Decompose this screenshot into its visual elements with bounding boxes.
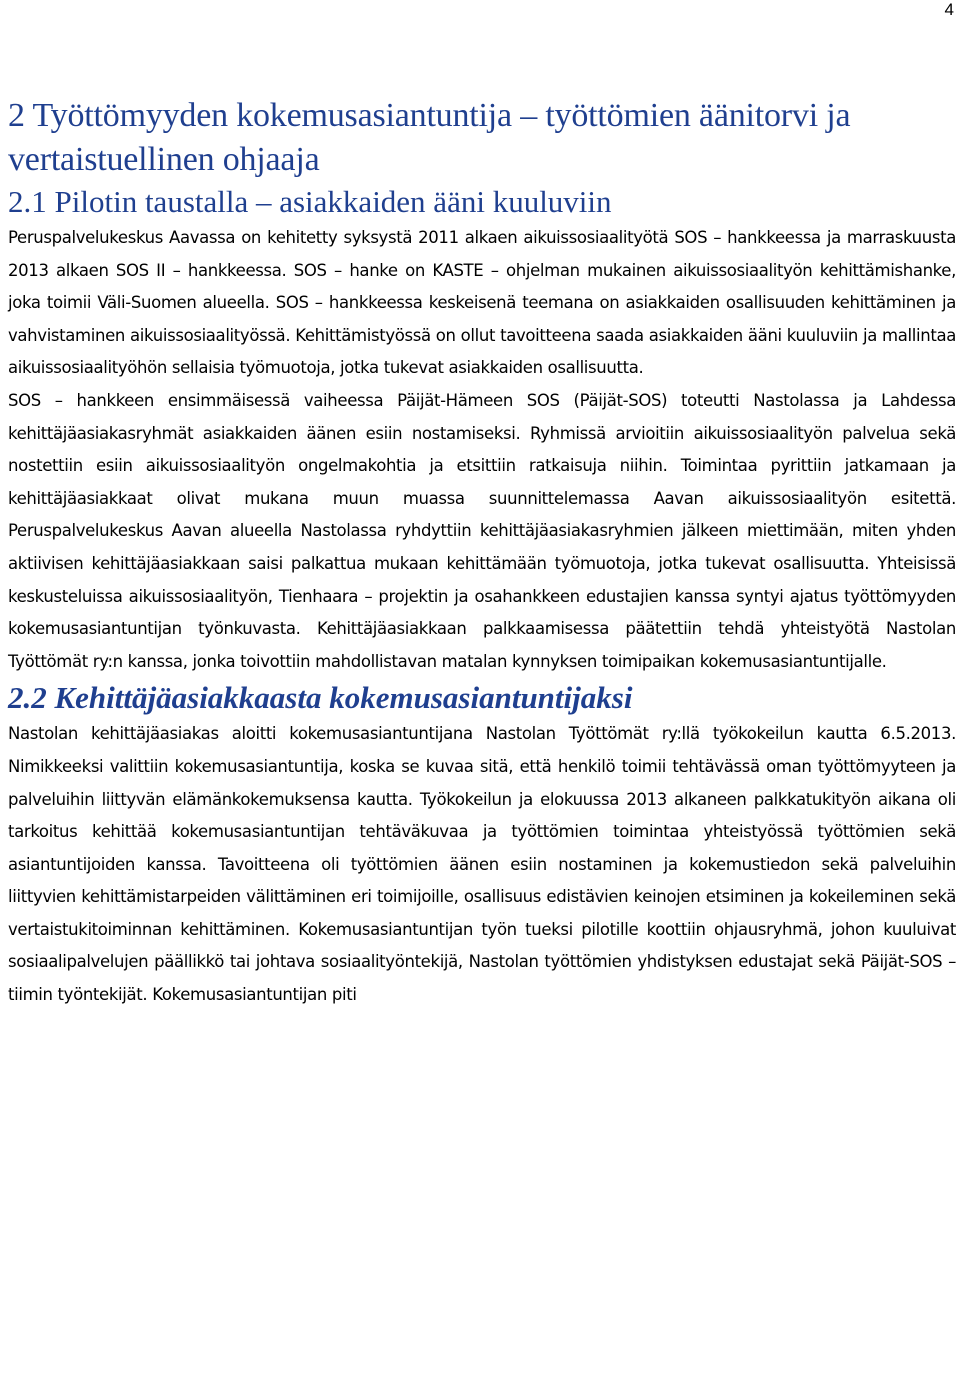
document-body xyxy=(8,94,956,1012)
page-number: 4 xyxy=(944,0,954,19)
section-heading-2-2: 2.2 Kehittäjäasiakkaasta kokemusasiantuntijaksi xyxy=(8,680,633,716)
paragraph-2-2-1: Nastolan kehittäjäasiakas aloitti kokemusasiantuntijana Nastolan Työttömät ry:llä työkokeilun kautta 6.5.2013. Nimikkeeksi valittiin kokemusasiantuntija, koska se kuvaa sitä, että henkilö toimii tehtävässä oman työttömyyteen ja palveluihin liittyvän elämänkokemuksensa kautta. Työkokeilun ja elokuussa 2013 alkaneen palkkatukityön aikana oli tarkoitus kehittää kokemusasiantuntijan tehtäväkuvaa ja työttömien toimintaa yhteistyössä työttömien sekä asiantuntijoiden kanssa. Tavoitteena oli työttömien äänen esiin nostaminen ja kokemustiedon sekä palveluihin liittyvien kehittämistarpeiden välittäminen eri toimijoille, osallisuus edistävien keinojen etsiminen ja kokeileminen sekä vertaistukitoiminnan kehittäminen. Kokemusasiantuntijan työn tueksi pilotille koottiin ohjausryhmä, johon kuuluivat sosiaalipalvelujen päällikkö tai johtava sosiaalityöntekijä, Nastolan työttömien yhdistyksen edustajat sekä Päijät-SOS – tiimin työntekijät. Kokemusasiantuntijan piti xyxy=(8,724,956,1005)
paragraph-2-1-2: SOS – hankkeen ensimmäisessä vaiheessa Päijät-Hämeen SOS (Päijät-SOS) toteutti Nastolassa ja Lahdessa kehittäjäasiakasryhmät asiakkaiden äänen esiin nostamiseksi. Ryhmissä arvioitiin aikuissosiaalityön palvelua sekä nostettiin esiin aikuissosiaalityön ongelmakohtia ja etsittiin ratkaisuja niihin. Toimintaa pyrittiin jatkamaan ja kehittäjäasiakkaat olivat mukana muun muassa suunnittelemassa Aavan aikuissosiaalityön esitettä. Peruspalvelukeskus Aavan alueella Nastolassa ryhdyttiin kehittäjäasiakasryhmien jälkeen miettimään, miten yhden aktiivisen kehittäjäasiakkaan saisi palkattua mukaan kehittämään työmuotoja, jotka tukevat osallisuutta. Yhteisissä keskusteluissa aikuissosiaalityön, Tienhaara – projektin ja osahankkeen edustajien kanssa syntyi ajatus työttömyyden kokemusasiantuntijan työnkuvasta. Kehittäjäasiakkaan palkkaamisessa päätettiin tehdä yhteistyötä Nastolan Työttömät ry:n kanssa, jonka toivottiin mahdollistavan matalan kynnyksen toimipaikan kokemusasiantuntijalle. xyxy=(8,390,956,671)
chapter-heading: 2 Työttömyyden kokemusasiantuntija – työttömien äänitorvi ja vertaistuellinen ohjaaja xyxy=(8,97,851,178)
paragraph-2-1-1: Peruspalvelukeskus Aavassa on kehitetty syksystä 2011 alkaen aikuissosiaalityötä SOS – hankkeessa ja marraskuusta 2013 alkaen SOS II – hankkeessa. SOS – hanke on KASTE – ohjelman mukainen aikuissosiaalityön kehittämishanke, joka toimii Väli-Suomen alueella. SOS – hankkeessa keskeisenä teemana on asiakkaiden osallisuuden kehittäminen ja vahvistaminen aikuissosiaalityössä. Kehittämistyössä on ollut tavoitteena saada asiakkaiden ääni kuuluviin ja mallintaa aikuissosiaalityöhön sellaisia työmuotoja, jotka tukevat asiakkaiden osallisuutta. xyxy=(8,228,956,378)
section-heading-2-1: 2.1 Pilotin taustalla – asiakkaiden ääni kuuluviin xyxy=(8,184,612,219)
